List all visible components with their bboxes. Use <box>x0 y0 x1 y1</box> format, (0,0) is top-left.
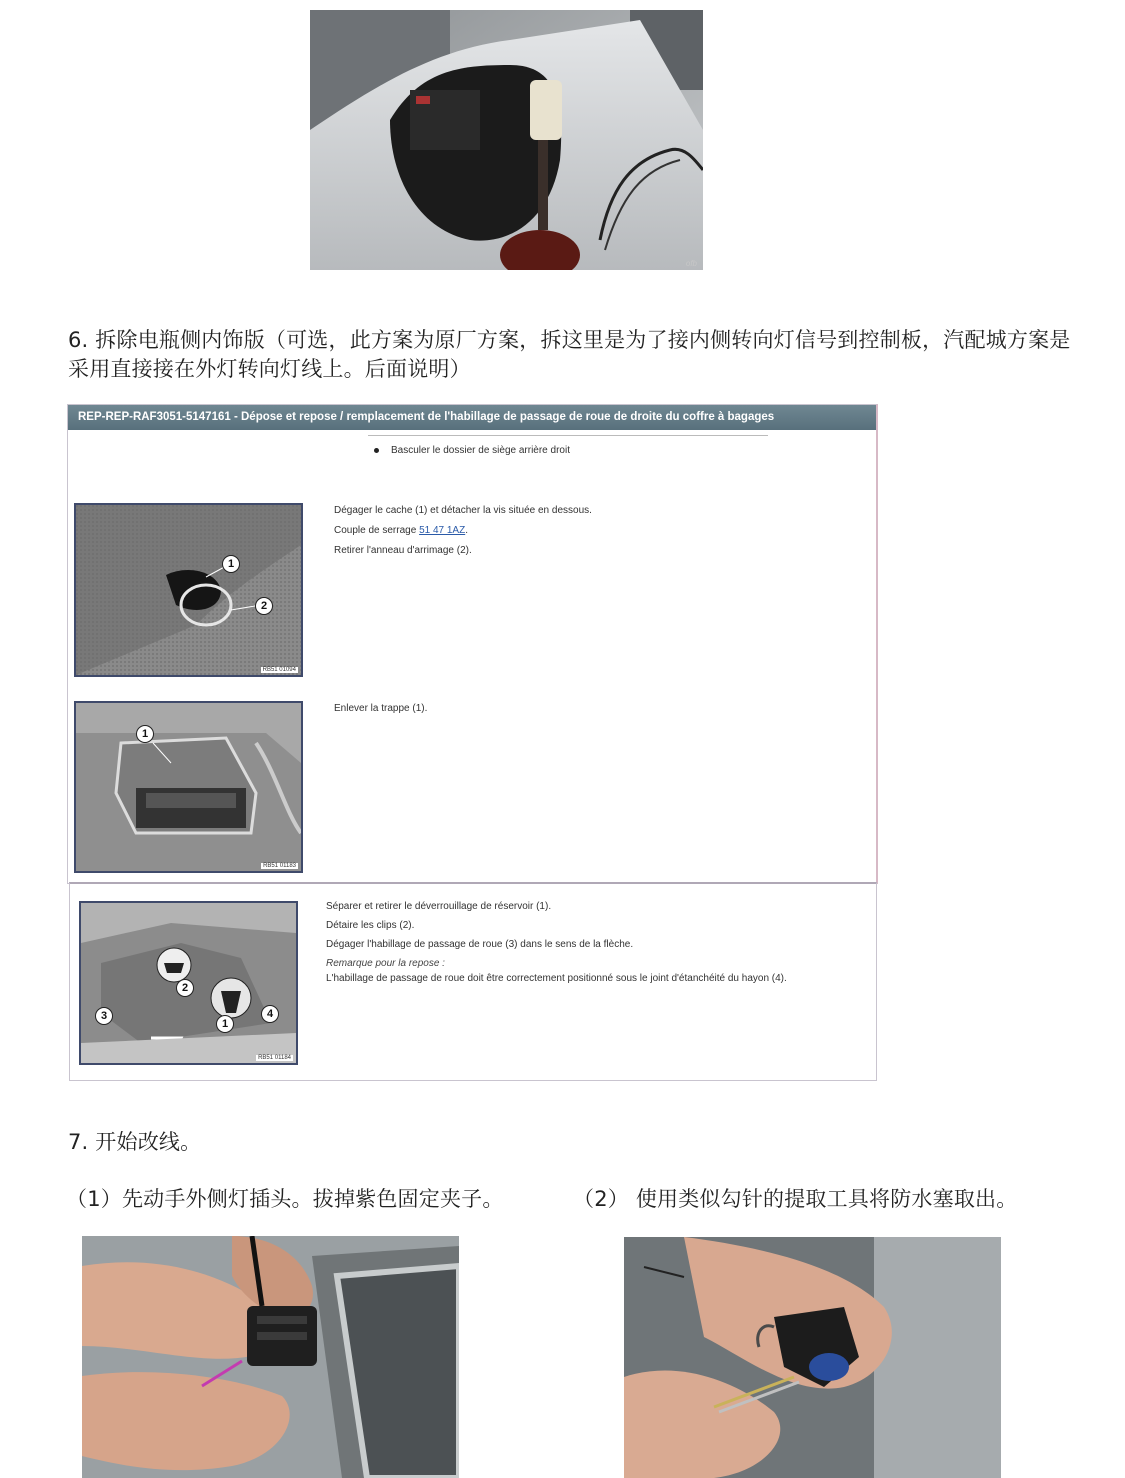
callout-1: 1 <box>222 555 240 573</box>
bullet-text: Basculer le dossier de siège arrière droit <box>391 445 570 456</box>
block2-line1: Enlever la trappe (1). <box>334 703 428 714</box>
block3-line2: Détaire les clips (2). <box>326 920 415 931</box>
trunk-trap-figure <box>76 703 301 871</box>
callout-3: 3 <box>95 1007 113 1025</box>
repair-manual-panel <box>67 404 878 884</box>
block3-remark-label: Remarque pour la repose : <box>326 958 445 969</box>
figure-id: RB51 01094 <box>262 667 296 673</box>
step6-text-line2: 采用直接接在外灯转向灯线上。后面说明） <box>68 357 471 381</box>
figure-id: RB51 01183 <box>263 863 296 869</box>
manual-bullet-item <box>374 441 570 461</box>
repair-manual-panel-2 <box>69 882 877 1081</box>
step7-title: 7. 开始改线。 <box>68 1130 202 1154</box>
figure-rb51-01184 <box>79 901 298 1065</box>
trunk-floor-figure <box>76 505 301 675</box>
torque-label: Couple de serrage <box>334 525 420 536</box>
block3-line4: L'habillage de passage de roue doit être correctement positionné sous le joint d'étanchéité du hayon (4). <box>326 973 787 984</box>
photo-watermark: ofb <box>685 259 697 268</box>
torque-spec-link[interactable]: 51 47 1AZ <box>419 525 466 536</box>
block3-line3: Dégager l'habillage de passage de roue (3) dans le sens de la flèche. <box>326 939 634 950</box>
rear-bumper-photo <box>310 10 703 270</box>
callout-2: 2 <box>176 979 194 997</box>
figure-rb51-01094 <box>74 503 303 677</box>
block1-line1: Dégager le cache (1) et détacher la vis située en dessous. <box>334 505 592 516</box>
step6-text-line1: 6. 拆除电瓶侧内饰版（可选，此方案为原厂方案，拆这里是为了接内侧转向灯信号到控制板，汽配城方案是 <box>68 328 1071 352</box>
connector-photo-2 <box>624 1237 1001 1478</box>
hook-tool-photo <box>624 1237 1001 1478</box>
step7-sub2: （2） 使用类似勾针的提取工具将防水塞取出。 <box>573 1187 1018 1211</box>
block1-line2 <box>334 521 468 541</box>
hands-connector-photo <box>82 1236 459 1478</box>
callout-1: 1 <box>216 1015 234 1033</box>
callout-4: 4 <box>261 1005 279 1023</box>
step7-sub1: （1）先动手外侧灯插头。拔掉紫色固定夹子。 <box>66 1187 504 1211</box>
torque-suffix: . <box>465 525 468 536</box>
figure-rb51-01183 <box>74 701 303 873</box>
callout-2: 2 <box>255 597 273 615</box>
manual-header-divider <box>368 430 768 436</box>
manual-header: REP-REP-RAF3051-5147161 - Dépose et repose / remplacement de l'habillage de passage de roue de droite du coffre à bagages <box>68 405 876 430</box>
figure-id: RB51 01184 <box>258 1055 291 1061</box>
top-photo <box>310 10 703 270</box>
block3-line1: Séparer et retirer le déverrouillage de réservoir (1). <box>326 901 552 912</box>
bullet-icon <box>374 448 379 453</box>
connector-photo-1 <box>82 1236 459 1478</box>
callout-1: 1 <box>136 725 154 743</box>
block1-line3: Retirer l'anneau d'arrimage (2). <box>334 545 472 556</box>
